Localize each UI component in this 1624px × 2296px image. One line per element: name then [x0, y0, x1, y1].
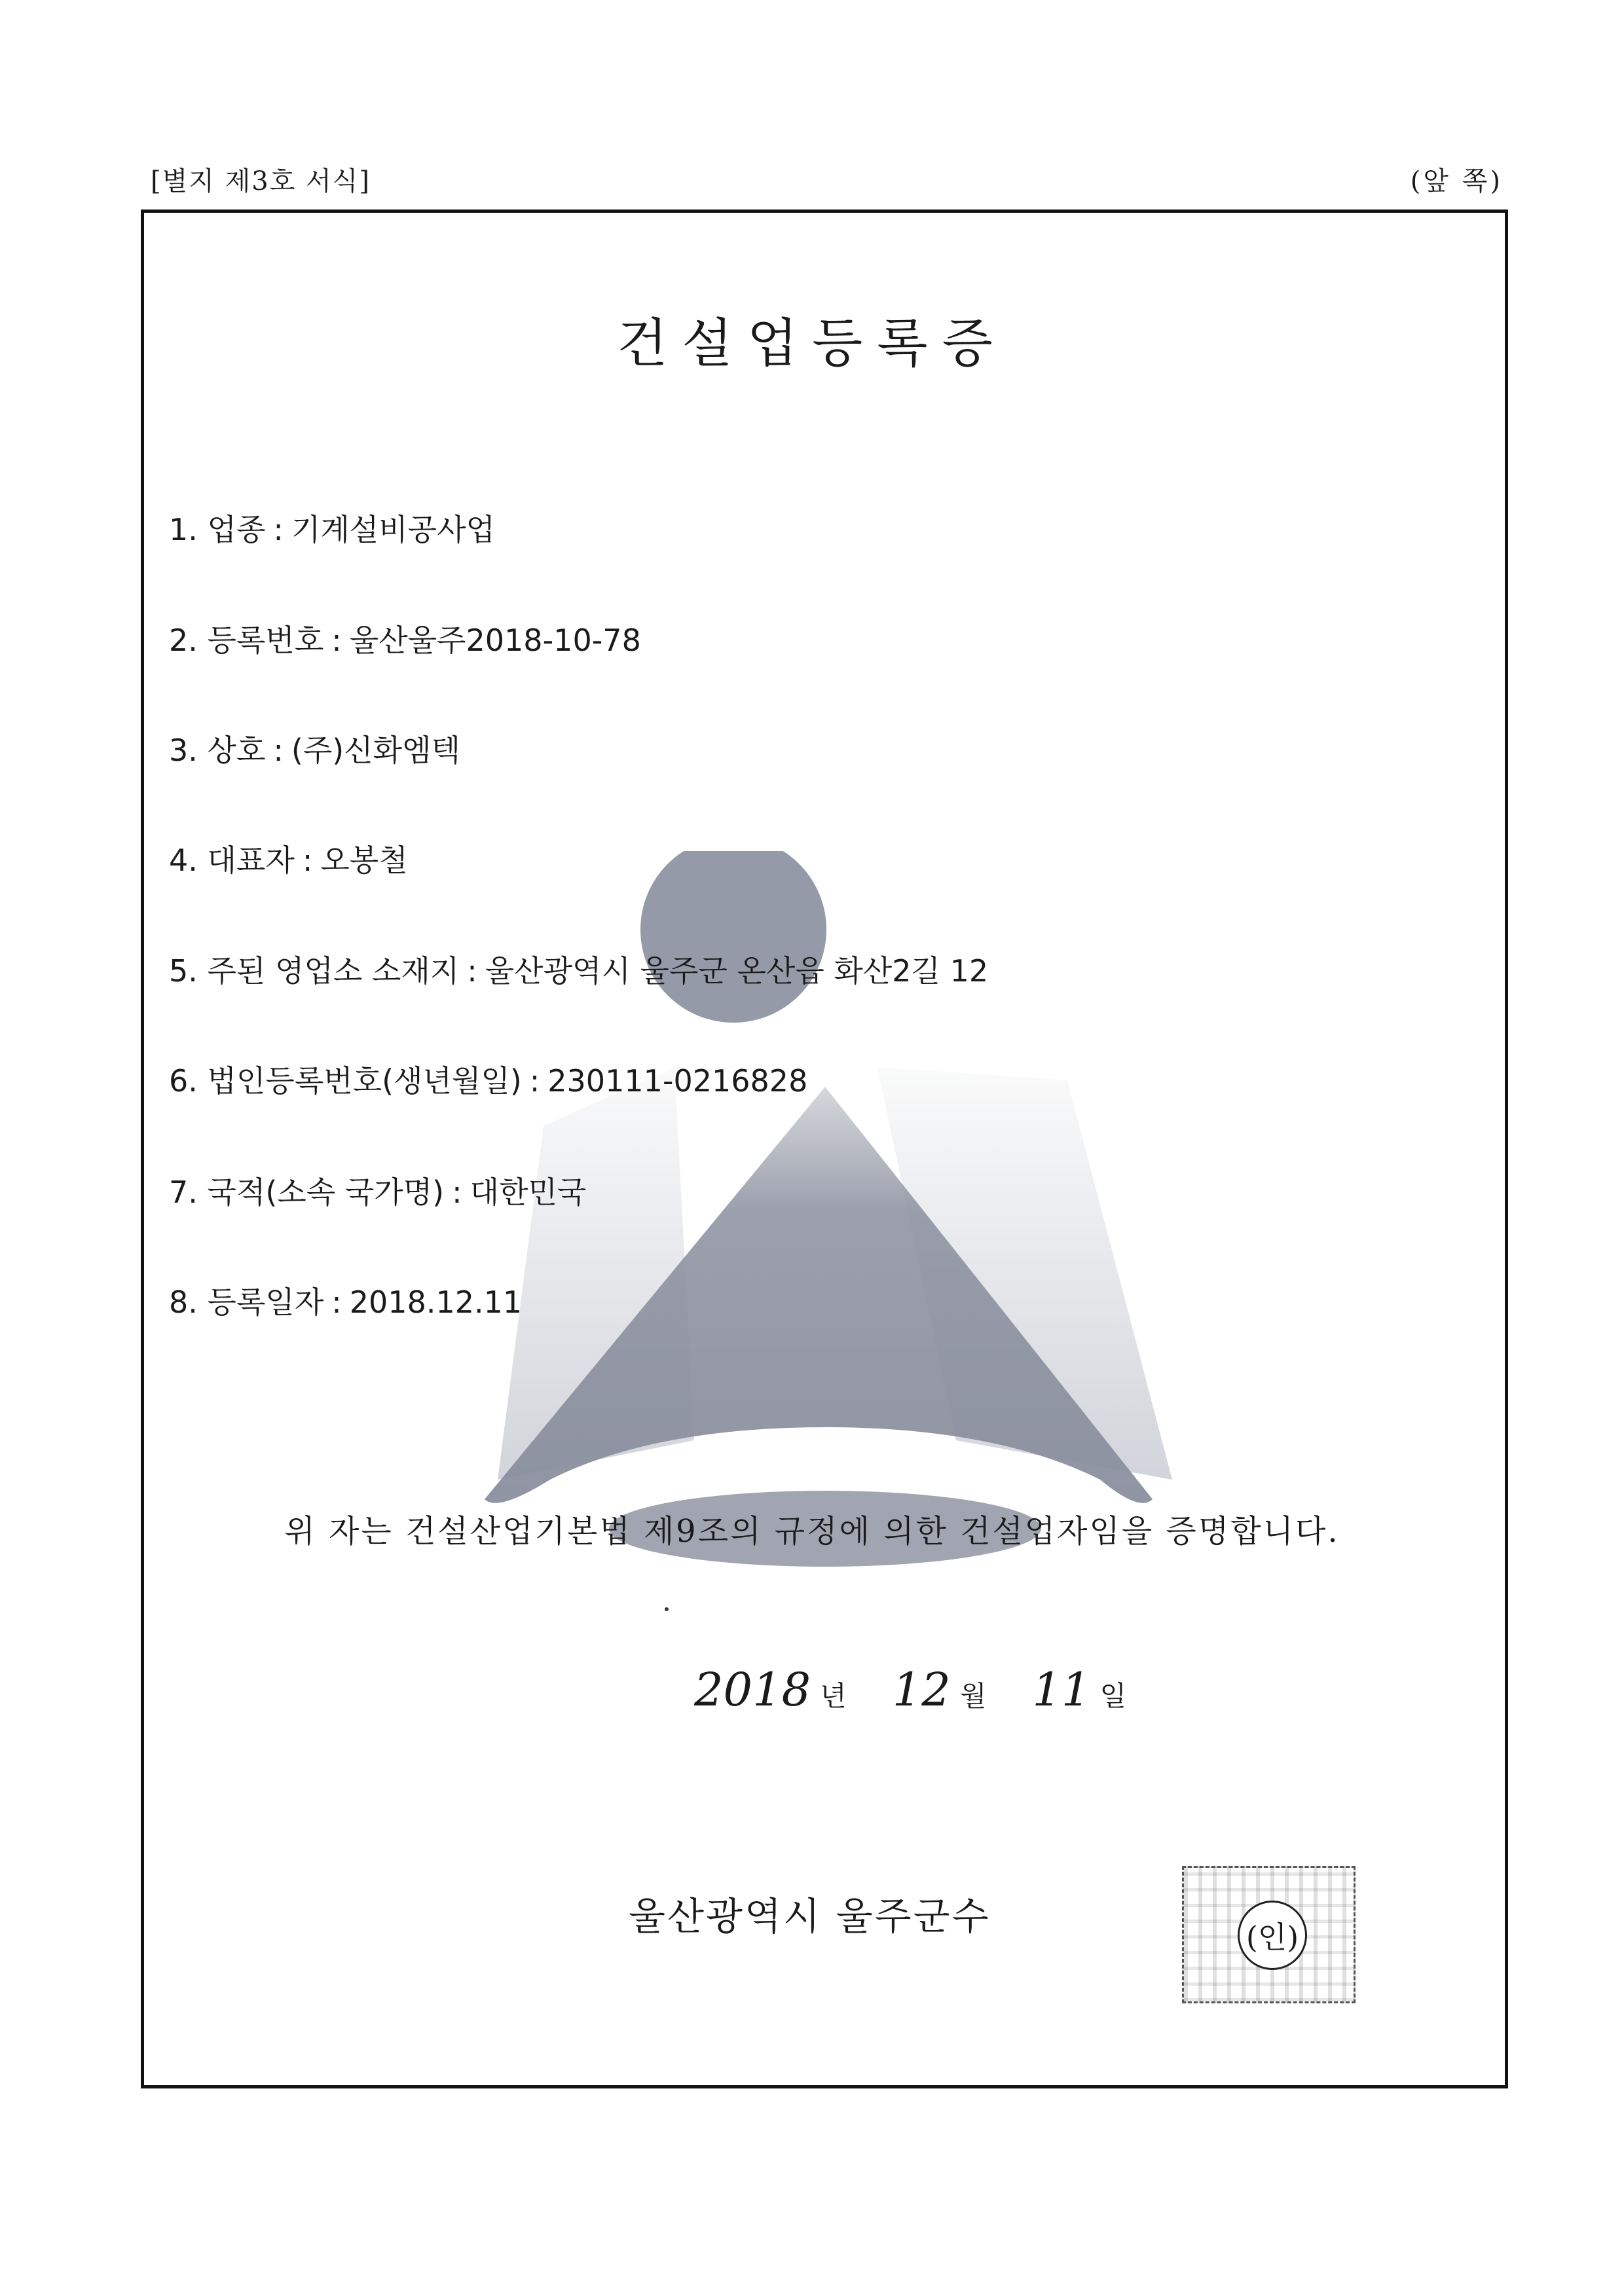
field-value: 2018.12.11: [349, 1285, 523, 1320]
field-label: 2. 등록번호: [169, 623, 324, 658]
field-value: 대한민국: [470, 1175, 587, 1210]
field-separator: :: [302, 843, 313, 878]
stray-dot: [665, 1607, 669, 1611]
field-separator: :: [273, 733, 284, 768]
field-label: 6. 법인등록번호(생년월일): [169, 1063, 522, 1099]
form-number-label: [별지 제3호 서식]: [151, 166, 371, 196]
issuing-authority: 울산광역시 울주군수: [629, 1894, 991, 1939]
field-separator: :: [331, 623, 342, 658]
issue-date: [694, 1663, 1172, 1717]
issue-day-unit: 일: [1099, 1680, 1127, 1712]
field-company-name: [169, 727, 460, 770]
field-value: (주)신화엠텍: [291, 733, 460, 768]
field-registration-number: [169, 617, 641, 660]
field-label: 3. 상호: [169, 733, 266, 768]
field-value: 울산울주2018-10-78: [349, 623, 641, 658]
seal-mark: (인): [1238, 1901, 1307, 1970]
field-value: 오봉철: [320, 843, 408, 878]
issue-month-unit: 월: [959, 1680, 987, 1712]
emblem-sun: [640, 851, 826, 1023]
field-value: 230111-0216828: [547, 1063, 808, 1099]
field-corporate-number: [169, 1057, 807, 1101]
certification-statement: 위 자는 건설산업기본법 제9조의 규정에 의한 건설업자임을 증명합니다.: [284, 1513, 1340, 1550]
field-value: 울산광역시 울주군 온산읍 화산2길 12: [485, 953, 989, 989]
field-separator: :: [529, 1063, 540, 1099]
field-business-type: [169, 506, 495, 549]
issue-day: 11: [1032, 1663, 1091, 1717]
field-label: 1. 업종: [169, 512, 266, 547]
field-value: 기계설비공사업: [291, 512, 495, 547]
field-representative: [169, 837, 408, 880]
issue-year-unit: 년: [820, 1680, 847, 1712]
official-seal: [1182, 1866, 1356, 2003]
field-office-address: [169, 947, 988, 991]
field-separator: :: [467, 953, 477, 989]
field-label: 5. 주된 영업소 소재지: [169, 953, 460, 989]
field-nationality: [169, 1169, 586, 1212]
issue-month: 12: [892, 1663, 951, 1717]
field-separator: :: [452, 1175, 462, 1210]
field-label: 8. 등록일자: [169, 1285, 324, 1320]
issue-year: 2018: [694, 1663, 811, 1717]
document-title: 건설업등록증: [617, 313, 1007, 374]
field-label: 7. 국적(소속 국가명): [169, 1175, 445, 1210]
field-separator: :: [331, 1285, 342, 1320]
field-label: 4. 대표자: [169, 843, 295, 878]
field-separator: :: [273, 512, 284, 547]
page-side-label: (앞 쪽): [1410, 166, 1503, 196]
field-registration-date: [169, 1279, 522, 1322]
